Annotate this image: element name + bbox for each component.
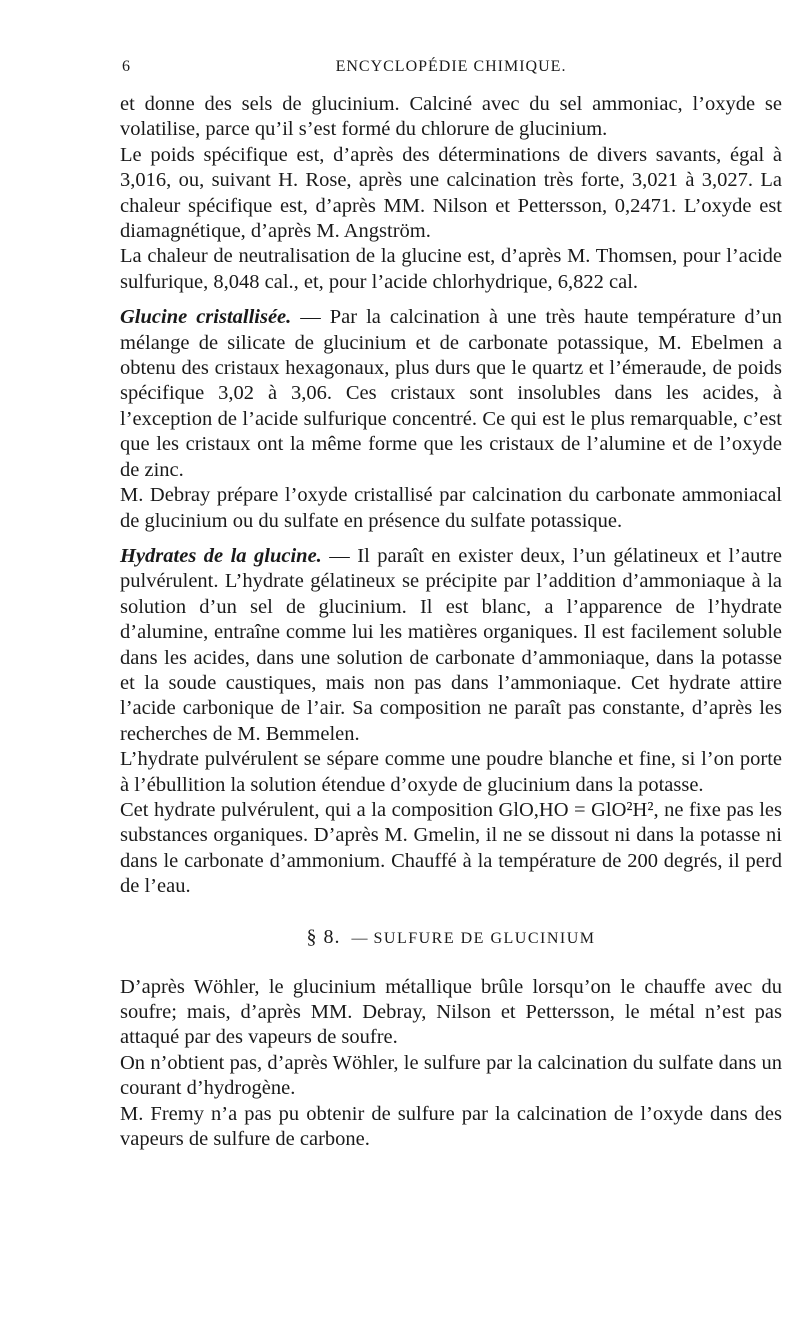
section-title: SULFURE DE GLUCINIUM [373, 929, 596, 947]
page-number: 6 [122, 58, 131, 75]
paragraph: D’après Wöhler, le glucinium métallique brûle lorsqu’on le chauffe avec du soufre; mais, d’après MM. Debray, Nilson et Pettersson, le métal n’est pas attaqué par des vapeurs de soufre. [120, 975, 782, 1049]
paragraph: et donne des sels de glucinium. Calciné avec du sel ammoniac, l’oxyde se volatilise, parce qu’il s’est formé du chlorure de glucinium. [120, 93, 782, 141]
paragraph: Le poids spécifique est, d’après des déterminations de divers savants, égal à 3,016, ou, suivant H. Rose, après une calcination très forte, 3,021 à 3,027. La chaleur spécifique est, d’après MM. Nilson et Pettersson, 0,2471. L’oxyde est diamagnétique, d’après M. Angström. [120, 143, 782, 243]
paragraph: L’hydrate pulvérulent se sépare comme une poudre blanche et fine, si l’on porte à l’ébullition la solution étendue d’oxyde de glucinium dans la potasse. [120, 748, 782, 796]
section-heading [120, 926, 782, 949]
paragraph-body: — Il paraît en exister deux, l’un gélatineux et l’autre pulvérulent. L’hydrate gélatineux se précipite par l’addition d’ammoniaque à la solution d’un sel de glucinium. Il est blanc, a l’apparence de l’hydrate d’alumine, entraîne comme lui les matières organiques. Il est facilement soluble dans les acides, dans une solution de carbonate d’ammoniaque, dans la potasse et la soude caustiques, mais non pas dans l’ammoniaque. Cet hydrate attire l’acide carbonique de l’air. Sa composition ne paraît pas constante, d’après les recherches de M. Bemmelen. [120, 544, 782, 745]
paragraph-glucine-cristallisee [120, 305, 782, 483]
paragraph: M. Debray prépare l’oxyde cristallisé par calcination du carbonate ammoniacal de glucinium ou du sulfate en présence du sulfate potassique. [120, 484, 782, 532]
section-number: § 8. [306, 925, 341, 948]
paragraph-body: — Par la calcination à une très haute température d’un mélange de silicate de glucinium et de carbonate potassique, M. Ebelmen a obtenu des cristaux hexagonaux, plus durs que le quartz et l’émeraude, de poids spécifique 3,02 à 3,06. Ces cristaux sont insolubles dans les acides, à l’exception de l’acide sulfurique concentré. Ce qui est le plus remarquable, c’est que les cristaux ont la même forme que les cristaux de l’alumine et de l’oxyde de zinc. [120, 306, 782, 481]
section-dash: — [351, 929, 369, 947]
document-page [120, 58, 782, 1152]
paragraph-lead: Hydrates de la glucine. [120, 544, 322, 567]
paragraph: On n’obtient pas, d’après Wöhler, le sulfure par la calcination du sulfate dans un courant d’hydrogène. [120, 1051, 782, 1100]
paragraph-hydrates [120, 544, 782, 747]
paragraph: M. Fremy n’a pas pu obtenir de sulfure par la calcination de l’oxyde dans des vapeurs de sulfure de carbone. [120, 1102, 782, 1151]
paragraph-lead: Glucine cristallisée. [120, 306, 292, 329]
running-head [120, 58, 782, 82]
paragraph: Cet hydrate pulvérulent, qui a la composition GlO,HO = GlO²H², ne fixe pas les substances organiques. D’après M. Gmelin, il ne se dissout ni dans la potasse ni dans le carbonate d’ammonium. Chauffé à la température de 200 degrés, il perd de l’eau. [120, 798, 782, 898]
running-title: ENCYCLOPÉDIE CHIMIQUE. [335, 58, 567, 75]
paragraph: La chaleur de neutralisation de la glucine est, d’après M. Thomsen, pour l’acide sulfurique, 8,048 cal., et, pour l’acide chlorhydrique, 6,822 cal. [120, 245, 782, 293]
